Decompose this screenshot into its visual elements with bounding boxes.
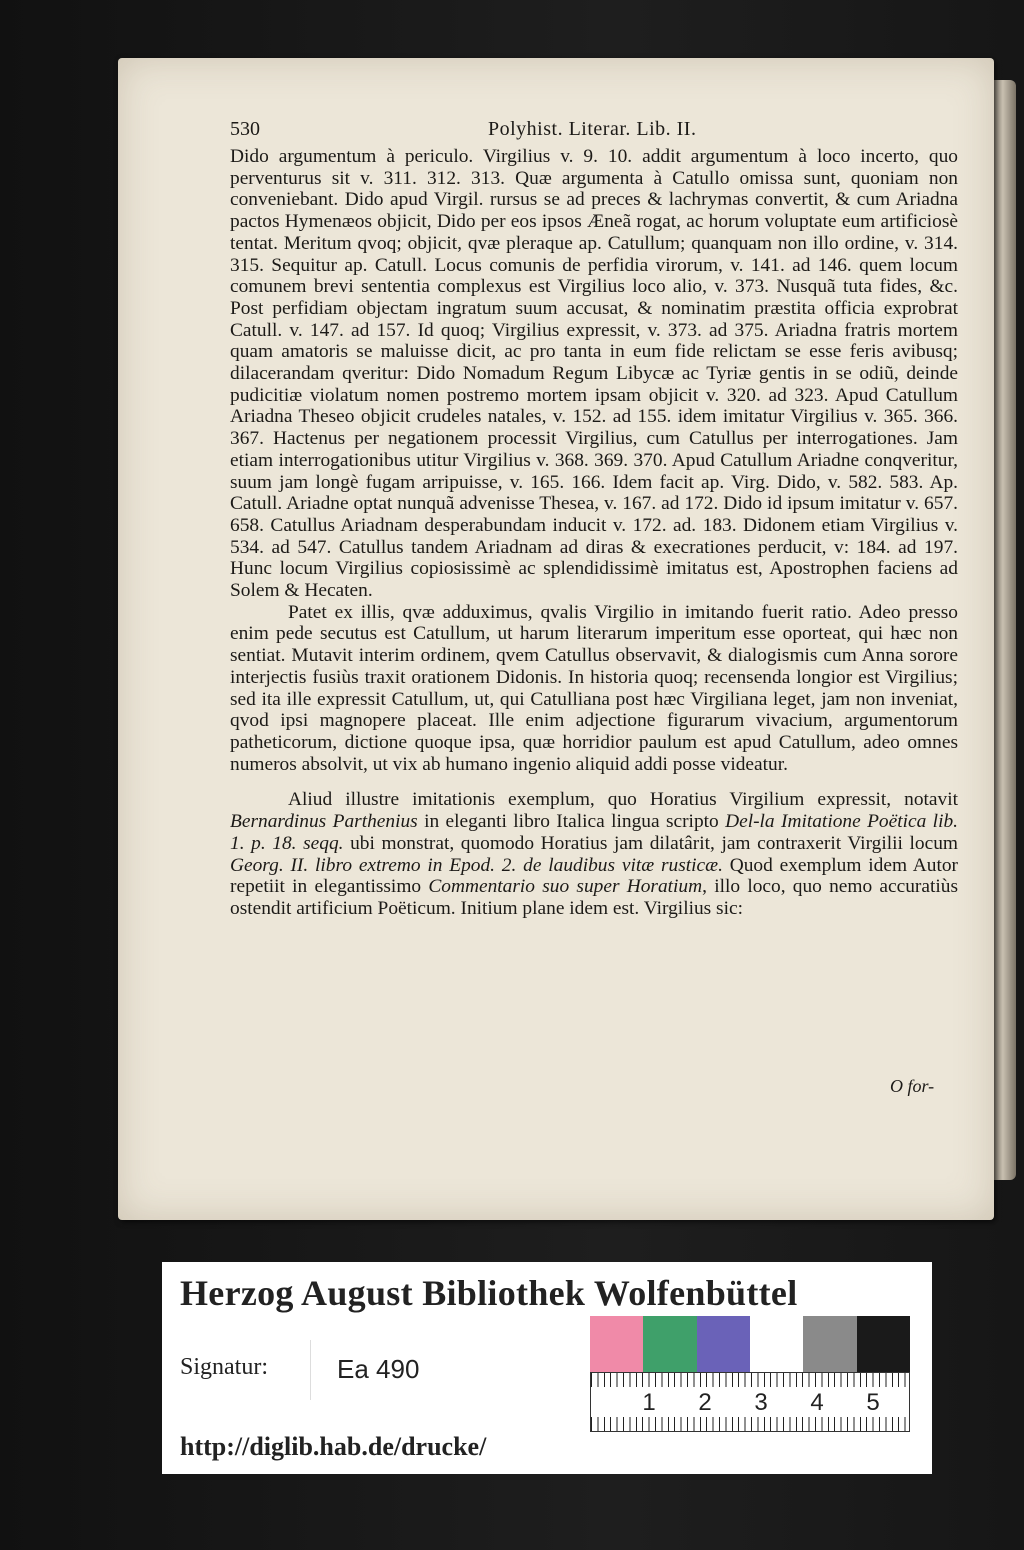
- paragraph-3-text: ubi monstrat, quomodo Horatius jam dilatârit, jam contraxerit Virgilii locum: [343, 832, 958, 854]
- running-head: Polyhist. Literar. Lib. II.: [488, 118, 697, 140]
- author-name: Bernardinus Parthenius: [230, 811, 418, 833]
- library-label: [162, 1262, 932, 1474]
- scale-ruler: [590, 1372, 910, 1432]
- color-swatch: [643, 1316, 696, 1372]
- ruler-number: 2: [698, 1389, 712, 1416]
- page-number: 530: [230, 118, 260, 140]
- ruler-number: 3: [754, 1389, 768, 1416]
- paragraph-2: Patet ex illis, qvæ adduximus, qvalis Virgilio in imitando fuerit ratio. Adeo presso enim pede secutus est Catullum, ut harum literarum imperitum esse oporteat, qui hæc non sentiat. Mutavit interim ordinem, qvem Catullus observavit, & dialogismis cum Anna sorore interjectis fusiùs traxit orationem Didonis. In historia quoq; recensenda longior est Virgilius; sed ita ille expressit Catullum, ut, qui Catulliana post hæc Virgiliana leget, jam non inveniat, qvod ipsi magnopere placeat. Ille enim adjectione figurarum vivacium, argumentorum patheticorum, dictione quoque ipsa, quæ horridior paulum est apud Catullum, adeo omnes numeros absolvit, ut vix ab humano ingenio aliquid addi posse videatur.: [230, 601, 958, 775]
- ruler-number: 5: [866, 1389, 880, 1416]
- paragraph-3-text: in eleganti libro Italica lingua scripto: [417, 811, 726, 833]
- paragraph-3-text: , illo loco, quo nemo accuratiùs ostendit artificium Poëticum. Initium plane idem est. Virgilius sic:: [230, 876, 959, 919]
- page-header: [230, 118, 930, 148]
- library-name: Herzog August Bibliothek Wolfenbüttel: [180, 1273, 798, 1313]
- ruler-ticks-bottom: [591, 1417, 909, 1431]
- paragraph-1: Dido argumentum à periculo. Virgilius v. 9. 10. addit argumentum à loco incerto, quo perventurus sit v. 311. 312. 313. Quæ argumenta à Catullo omissa sunt, quoniam non conveniebant. Dido apud Virgil. rursus se ad preces & lachrymas convertit, & cum Ariadna pactos Hymenæos objicit, Dido per eos ipsos Æneã rogat, ac horum voluptate eum artificiosè tentat. Meritum qvoq; objicit, qvæ pleraque ap. Catullum; quanquam non illo ordine, v. 314. 315. Sequitur ap. Catull. Locus comunis de perfidia virorum, v. 141. ad 146. quem locum comunem brevi sententia complexus est Virgilius loco alio, v. 373. Nusquã tuta fides, &c. Post perfidiam objectam ingratum suum accusat, & nominatim præstita officia exprobrat Catull. v. 147. ad 157. Id quoq; Virgilius expressit, v. 373. ad 375. Ariadna fratris mortem quam amatoris se maluisse dicit, ac pro tanta in eum fide relictam se esse feris avibusq; dilacerandam qveritur: Dido Nomadum Regum Libycæ ac Tyriæ gentis in se odiũ, deinde pudicitiæ violatum nomen postremo mortem ipsam objicit v. 320. ad 323. Apud Catullum Ariadna Theseo objicit crudeles natales, v. 152. ad 155. idem imitatur Virgilius v. 365. 366. 367. Hactenus per negationem processit Virgilius, cum Catullus per interrogationes. Jam etiam interrogationibus utitur Virgilius v. 368. 369. 370. Apud Catullum Ariadne conqveritur, suum jam longè fugam arripuisse, v. 165. 166. Idem facit ap. Virg. Dido, v. 582. 583. Ap. Catull. Ariadne optat nunquã advenisse Thesea, v. 167. ad 172. Dido id ipsum imitatur v. 657. 658. Catullus Ariadnam desperabundam inducit v. 172. ad. 183. Didonem etiam Virgilius v. 534. ad 547. Catullus tandem Ariadnam ad diras & execrationes perducit, v: 184. ad 197. Hunc locum Virgilius copiosissimè ac splendidissimè imitatus est, Apostrophen faciens ad Solem & Hecaten.: [230, 146, 958, 602]
- color-swatch: [803, 1316, 856, 1372]
- color-swatch: [697, 1316, 750, 1372]
- color-swatch: [590, 1316, 643, 1372]
- color-swatch: [857, 1316, 910, 1372]
- book-title: Del-la Imitatione Poëtica lib. 1. p. 18. seqq.: [230, 811, 958, 854]
- paragraph-3-text: Quod exemplum idem Autor repetiit in elegantissimo: [230, 854, 958, 898]
- signatur-value: Ea 490: [337, 1354, 420, 1384]
- paragraph-3: [230, 789, 958, 919]
- color-calibration-strip: [590, 1316, 910, 1372]
- signatur-label: Signatur:: [180, 1354, 268, 1380]
- url-box: [162, 1424, 548, 1474]
- color-swatch: [750, 1316, 803, 1372]
- catchword: O for-: [890, 1076, 935, 1096]
- page-edge: [994, 80, 1016, 1180]
- library-url: http://diglib.hab.de/drucke/: [180, 1432, 487, 1461]
- ruler-number: 1: [642, 1389, 656, 1416]
- commentary-title: Commentario suo super Horatium: [428, 876, 703, 898]
- paragraph-3-text: Aliud illustre imitationis exemplum, quo Horatius Virgilium expressit, notavit: [288, 789, 958, 811]
- ruler-number: 4: [810, 1389, 824, 1416]
- ruler-ticks-top: [591, 1373, 909, 1387]
- body-text: [230, 146, 958, 920]
- signatur-box: [310, 1340, 557, 1400]
- locus-reference: Georg. II. libro extremo in Epod. 2. de laudibus vitæ rusticæ.: [230, 854, 723, 876]
